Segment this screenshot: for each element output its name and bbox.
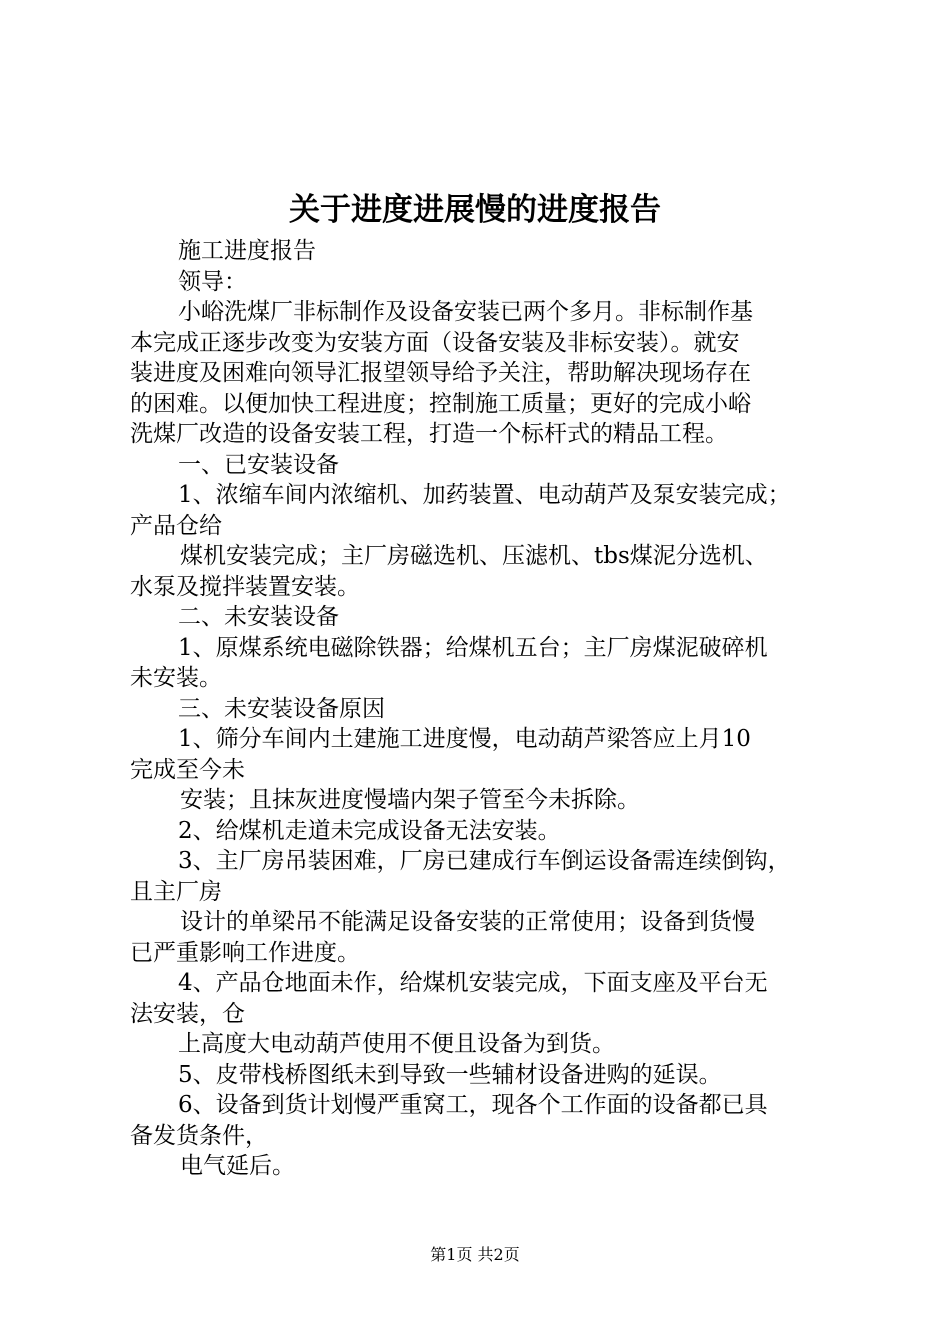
body-line: 1、筛分车间内土建施工进度慢，电动葫芦梁答应上月10: [178, 726, 751, 752]
document-title: 关于进度进展慢的进度报告: [289, 192, 661, 228]
body-line: 完成至今未: [130, 756, 245, 783]
body-line: 已严重影响工作进度。: [130, 939, 360, 966]
body-line: 水泵及搅拌装置安装。: [130, 573, 360, 600]
body-line: 法安装，仓: [130, 1000, 245, 1027]
body-line: 6、设备到货计划慢严重窝工，现各个工作面的设备都已具: [178, 1092, 768, 1118]
body-line: 2、给煤机走道未完成设备无法安装。: [178, 817, 561, 844]
body-line: 洗煤厂改造的设备安装工程，打造一个标杆式的精品工程。: [130, 421, 728, 447]
body-line: 安装；且抹灰进度慢墙内架子管至今未拆除。: [180, 787, 640, 813]
body-line: 施工进度报告: [178, 238, 316, 264]
body-line: 4、产品仓地面未作，给煤机安装完成，下面支座及平台无: [178, 970, 768, 996]
body-line: 备发货条件，: [130, 1122, 268, 1149]
document-body: [130, 236, 832, 1182]
body-line: 1、浓缩车间内浓缩机、加药装置、电动葫芦及泵安装完成；: [178, 482, 791, 508]
body-line: 1、原煤系统电磁除铁器；给煤机五台；主厂房煤泥破碎机: [178, 634, 768, 661]
body-line: 设计的单梁吊不能满足设备安装的正常使用；设备到货慢: [180, 909, 755, 935]
section-heading: 二、未安装设备: [178, 604, 339, 630]
body-line: 装进度及困难向领导汇报望领导给予关注，帮助解决现场存在: [130, 360, 751, 386]
section-heading: 一、已安装设备: [178, 451, 339, 478]
body-line: 未安装。: [130, 665, 222, 691]
body-line: 的困难。以便加快工程进度；控制施工质量；更好的完成小峪: [130, 390, 751, 417]
section-heading: 三、未安装设备原因: [178, 695, 385, 722]
body-line: 产品仓给: [130, 512, 222, 539]
body-line: 本完成正逐步改变为安装方面（设备安装及非标安装）。就安: [130, 329, 740, 356]
page-number-footer: 第1页 共2页: [430, 1245, 520, 1264]
body-line: 且主厂房: [130, 878, 222, 905]
body-line: 小峪洗煤厂非标制作及设备安装已两个多月。非标制作基: [178, 299, 753, 325]
body-line: 3、主厂房吊装困难，厂房已建成行车倒运设备需连续倒钩，: [178, 848, 791, 874]
body-line: 领导：: [178, 268, 247, 295]
body-line: 电气延后。: [180, 1153, 295, 1179]
body-line: 上高度大电动葫芦使用不便且设备为到货。: [178, 1031, 615, 1057]
body-line: 煤机安装完成；主厂房磁选机、压滤机、tbs煤泥分选机、: [180, 543, 768, 569]
body-line: 5、皮带栈桥图纸未到导致一些辅材设备进购的延误。: [178, 1061, 722, 1088]
